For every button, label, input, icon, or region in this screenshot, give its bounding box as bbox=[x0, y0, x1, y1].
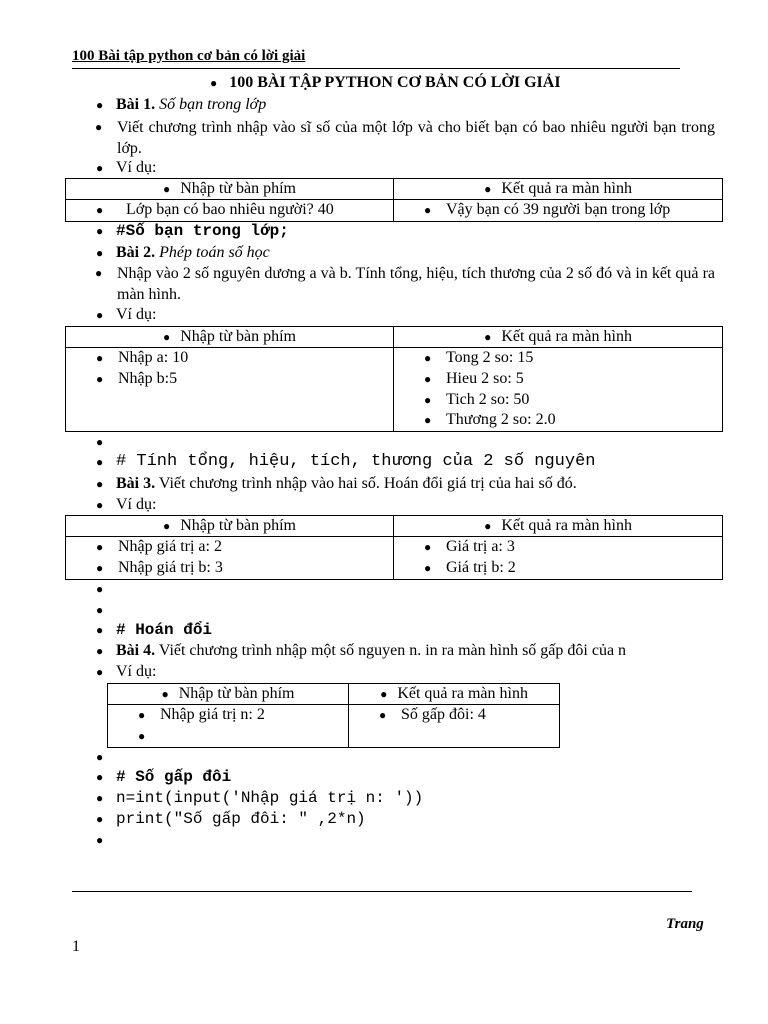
ex2-input-line: ● Nhập b:5 bbox=[96, 369, 178, 387]
ex1-input-cell bbox=[66, 200, 394, 222]
bullet-icon: ● bbox=[96, 791, 104, 805]
ex2-table bbox=[65, 326, 723, 432]
page-number: 1 bbox=[72, 938, 80, 955]
ex3-input-cell bbox=[66, 537, 394, 580]
bullet-icon: ● bbox=[96, 603, 104, 617]
ex3-col-output-header: ● Kết quả ra màn hình bbox=[394, 516, 723, 537]
ex4-table bbox=[107, 683, 560, 748]
footer-page-label: Trang bbox=[666, 916, 704, 932]
bullet-icon: ● bbox=[96, 770, 104, 784]
bullet-icon: ● bbox=[96, 455, 104, 469]
bullet-icon: ● bbox=[96, 812, 104, 826]
bullet-icon: ● bbox=[96, 246, 104, 260]
ex2-col-output-header: ● Kết quả ra màn hình bbox=[394, 327, 723, 348]
ex2-output-line: ● Tong 2 so: 15 bbox=[424, 349, 534, 366]
ex2-description: ● Nhập vào 2 số nguyên dương a và b. Tính tổng, hiệu, tích thương của 2 số đó và in kết quả ra màn hình. bbox=[95, 265, 715, 303]
ex1-input-line: ● Lớp bạn có bao nhiêu người? 40 bbox=[96, 201, 334, 218]
footer-divider bbox=[72, 891, 692, 892]
bullet-icon: ● bbox=[96, 750, 104, 764]
ex2-output-cell bbox=[394, 348, 723, 432]
ex1-output-cell bbox=[394, 200, 723, 222]
ex3-input-line: ● Nhập giá trị b: 3 bbox=[96, 558, 223, 576]
ex3-table bbox=[65, 515, 723, 580]
bullet-icon: ● bbox=[96, 644, 104, 658]
ex4-input-line: ● Nhập giá trị n: 2 bbox=[138, 706, 265, 723]
ex2-output-line: ● Hieu 2 so: 5 bbox=[424, 369, 524, 387]
document-page: 100 Bài tập python cơ bản có lời giải ● 100 BÀI TẬP PYTHON CƠ BẢN CÓ LỜI GIẢI ● Bài 1. Số bạn trong lớp ● Viết chương trình nhập vào sĩ số của một lớp và cho biết bạn có bao nhiêu người bạn trong lớp. ● Ví dụ: ● Nhập từ bàn phím ● Kết quả ra màn hình ● Lớp bạn có bao nhiêu người? 40 ● Vậy bạn có 39 người bạn trong lớp ● #Số bạn trong lớp; ● Bài 2. Phép toán số học ● Nhập vào 2 số nguyên dương a và b. Tính tổng, hiệu, tích thương của 2 số đó và in kết quả ra màn hình. ● Ví dụ: ● Nhập từ bàn phím ● Kết quả ra màn hình ● Nhập a: 10 ● Nhập b:5 ● Tong 2 so: 15 ● Hieu 2 so: 5 ● Tich 2 so: 50 ● Thương 2 so: 2.0 ● ● # Tính tổng, hiệu, tích, thương của 2 số nguyên ● Bài 3. Viết chương trình nhập vào hai số. Hoán đổi giá trị của hai số đó. ● Ví dụ: ● Nhập từ bàn phím ● Kết quả ra màn hình ● Nhập giá trị a: 2 ● Nhập giá trị b: 3 ● Giá trị a: 3 ● Giá trị b: 2 ● ● ● # Hoán đổi ● Bài 4. Viết chương trình nhập một số nguyen n. in ra màn hình số gấp đôi của n ● Ví dụ: ● Nhập từ bàn phím ● Kết quả ra màn hình ● Nhập giá trị n: 2 ● ● Số gấp đôi: 4 ● ● # Số gấp đôi ● n=int(input('Nhập giá trị n: ')) ● print("Số gấp đôi: " ,2*n) ● Trang 1 bbox=[0, 0, 768, 1024]
bullet-icon: ● bbox=[96, 161, 104, 175]
ex2-output-line: ● Thương 2 so: 2.0 bbox=[424, 411, 556, 429]
ex1-output-line: ● Vậy bạn có 39 người bạn trong lớp bbox=[424, 201, 671, 218]
bullet-icon: ● bbox=[96, 623, 104, 637]
ex4-input-cell bbox=[108, 705, 349, 748]
document-title: ● 100 BÀI TẬP PYTHON CƠ BẢN CÓ LỜI GIẢI bbox=[210, 74, 561, 91]
bullet-icon: ● bbox=[96, 582, 104, 596]
ex2-input-line: ● Nhập a: 10 bbox=[96, 349, 189, 366]
ex4-input-empty-bullet: ● bbox=[138, 728, 146, 743]
ex1-col-output-header: ● Kết quả ra màn hình bbox=[394, 179, 723, 200]
ex1-table bbox=[65, 178, 723, 222]
ex3-output-line: ● Giá trị a: 3 bbox=[424, 538, 515, 555]
bullet-icon: ● bbox=[96, 833, 104, 847]
ex4-col-input-header: ● Nhập từ bàn phím bbox=[108, 684, 349, 705]
bullet-icon: ● bbox=[96, 98, 104, 112]
bullet-icon: ● bbox=[95, 266, 103, 280]
bullet-icon: ● bbox=[96, 308, 104, 322]
ex1-description: ● Viết chương trình nhập vào sĩ số của một lớp và cho biết bạn có bao nhiêu người bạn trong lớp. bbox=[95, 119, 715, 157]
ex3-col-input-header: ● Nhập từ bàn phím bbox=[66, 516, 394, 537]
bullet-icon: ● bbox=[96, 224, 104, 238]
ex2-input-cell bbox=[66, 348, 394, 432]
bullet-icon: ● bbox=[95, 120, 103, 134]
ex4-output-line: ● Số gấp đôi: 4 bbox=[379, 706, 486, 723]
bullet-icon: ● bbox=[96, 665, 104, 679]
bullet-icon: ● bbox=[96, 435, 104, 449]
ex4-col-output-header: ● Kết quả ra màn hình bbox=[349, 684, 560, 705]
bullet-icon: ● bbox=[96, 477, 104, 491]
ex1-col-input-header: ● Nhập từ bàn phím bbox=[66, 179, 394, 200]
ex3-output-line: ● Giá trị b: 2 bbox=[424, 558, 516, 576]
ex4-output-cell bbox=[349, 705, 560, 748]
header-divider bbox=[72, 68, 680, 69]
ex2-output-line: ● Tich 2 so: 50 bbox=[424, 390, 530, 408]
bullet-icon: ● bbox=[210, 76, 218, 90]
running-header: 100 Bài tập python cơ bản có lời giải bbox=[72, 48, 306, 64]
ex3-output-cell bbox=[394, 537, 723, 580]
bullet-icon: ● bbox=[96, 498, 104, 512]
ex2-col-input-header: ● Nhập từ bàn phím bbox=[66, 327, 394, 348]
ex3-input-line: ● Nhập giá trị a: 2 bbox=[96, 538, 222, 555]
